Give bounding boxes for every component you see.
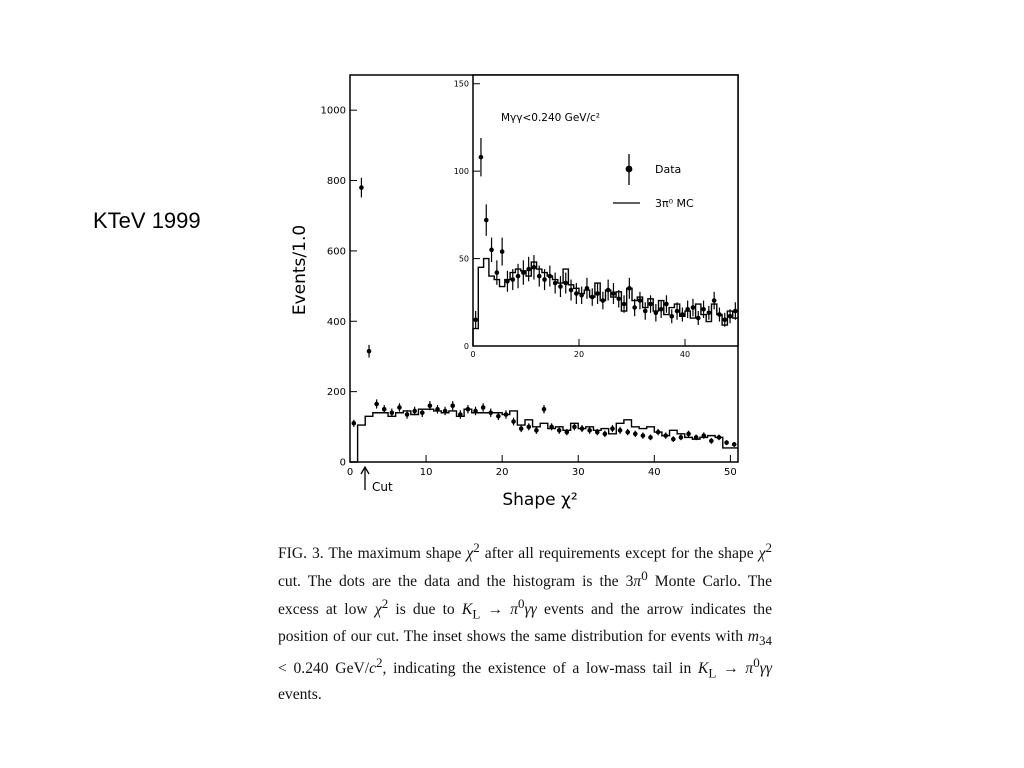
main-data-point (390, 410, 395, 415)
main-data-point (526, 425, 531, 430)
main-data-point (595, 430, 600, 435)
inset-x-tick-label: 20 (573, 350, 585, 359)
inset-data-point (616, 296, 621, 301)
inset-data-point (516, 274, 521, 279)
inset-data-point (611, 291, 616, 296)
inset-data-point (669, 314, 674, 319)
main-data-point (580, 426, 585, 431)
inset-data-point (622, 302, 627, 307)
main-data-point (352, 421, 357, 426)
main-x-tick-label: 20 (495, 467, 509, 478)
main-y-tick-label: 1000 (320, 105, 346, 117)
main-data-point (496, 414, 501, 419)
main-data-point (656, 430, 661, 435)
main-data-point (557, 428, 562, 433)
main-data-point (648, 435, 653, 440)
main-x-tick-label: 40 (647, 467, 661, 478)
main-data-point (679, 435, 684, 440)
inset-data-point (606, 288, 611, 293)
main-data-point (694, 435, 699, 440)
inset-data-point (526, 267, 531, 272)
inset-y-tick-label: 100 (453, 166, 469, 176)
inset-data-point (505, 279, 510, 284)
main-data-point (671, 437, 676, 442)
inset-data-point (548, 274, 553, 279)
main-data-point (428, 403, 433, 408)
inset-title: Mγγ<0.240 GeV/c² (501, 112, 600, 124)
main-data-point (450, 403, 455, 408)
main-x-tick-label: 10 (419, 467, 433, 478)
inset-data-point (479, 155, 484, 160)
inset-data-point (717, 312, 722, 317)
main-y-tick-label: 200 (326, 387, 346, 399)
inset-x-tick-label: 0 (470, 350, 476, 359)
main-data-point (618, 428, 623, 433)
main-data-point (565, 430, 570, 435)
inset-data-point (558, 284, 563, 289)
main-data-point (663, 433, 668, 438)
main-y-axis-label: Events/1.0 (290, 224, 310, 316)
inset-data-point (643, 309, 648, 314)
main-data-point (511, 419, 516, 424)
inset-data-point (553, 281, 558, 286)
main-data-point (488, 410, 493, 415)
main-data-point (549, 425, 554, 430)
cut-arrow-icon (361, 467, 369, 490)
main-data-point (397, 405, 402, 410)
inset-data-point (585, 286, 590, 291)
inset-data-point (537, 274, 542, 279)
main-y-tick-label: 0 (339, 457, 346, 469)
inset-data-point (675, 309, 680, 314)
main-data-point (481, 405, 486, 410)
main-data-point (412, 409, 417, 414)
inset-data-point (685, 307, 690, 312)
inset-data-point (489, 248, 494, 253)
main-data-point (382, 407, 387, 412)
inset-data-point (590, 295, 595, 300)
inset-data-point (701, 307, 706, 312)
main-data-point (420, 410, 425, 415)
inset-data-point (680, 312, 685, 317)
main-data-point (504, 412, 509, 417)
inset-data-point (484, 218, 489, 223)
inset-data-point (495, 270, 500, 275)
main-data-point (717, 435, 722, 440)
inset-data-point (595, 291, 600, 296)
inset-data-point (510, 277, 515, 282)
main-data-point (542, 407, 547, 412)
inset-data-point (696, 316, 701, 321)
inset-data-point (532, 265, 537, 270)
main-data-point (610, 426, 615, 431)
main-data-point (374, 402, 379, 407)
main-data-point (519, 426, 524, 431)
main-y-tick-label: 600 (326, 246, 346, 258)
main-data-point (435, 407, 440, 412)
legend-data-label: Data (655, 163, 682, 176)
inset-data-point (542, 277, 547, 282)
main-data-point (701, 433, 706, 438)
inset-data-point (627, 286, 632, 291)
inset-data-point (722, 317, 727, 322)
main-data-point (572, 425, 577, 430)
inset-data-point (563, 281, 568, 286)
inset-data-point (691, 305, 696, 310)
inset-y-tick-label: 0 (463, 341, 469, 351)
main-data-point (587, 428, 592, 433)
inset-y-tick-label: 50 (458, 254, 469, 264)
main-data-point (458, 412, 463, 417)
main-data-point (443, 409, 448, 414)
main-data-point (405, 412, 410, 417)
inset-data-point (473, 317, 478, 322)
main-x-tick-label: 50 (724, 467, 737, 478)
inset-data-point (601, 298, 606, 303)
main-data-point (686, 432, 691, 437)
main-x-axis-label: Shape χ² (502, 490, 578, 510)
inset-data-point (664, 302, 669, 307)
inset-data-point (638, 298, 643, 303)
figure-caption: FIG. 3. The maximum shape $\chi^2$ after all requirements except for the shape $\chi^2$ cut. The dots are the data and the histogram is the $3\pi^0$ Monte Carlo. The excess at low $\chi^2$ is due to $K_L \to \pi^0\gamma\gamma$ events and the arrow indicates the position of our cut. The inset shows the same distribution for events with $m_{34} < 0.240$ GeV/$c^2$, indicating the existence of a low-mass tail in $K_L \to \pi^0\gamma\gamma$ events. (278, 540, 773, 704)
inset-data-point (574, 291, 579, 296)
inset-data-point (569, 288, 574, 293)
main-data-point (732, 442, 737, 447)
inset-x-tick-label: 40 (679, 350, 691, 359)
main-data-point (641, 433, 646, 438)
main-data-point (625, 430, 630, 435)
main-data-point (534, 428, 539, 433)
main-x-tick-label: 30 (571, 467, 585, 478)
main-data-point (724, 440, 729, 445)
inset-data-point (728, 314, 733, 319)
main-data-point (473, 409, 478, 414)
inset-data-point (659, 307, 664, 312)
main-y-tick-label: 800 (326, 176, 346, 188)
main-x-tick-label: 0 (346, 467, 354, 478)
inset-data-point (632, 305, 637, 310)
main-data-point (466, 407, 471, 412)
main-data-point (633, 432, 638, 437)
main-data-point (359, 185, 364, 190)
inset-data-point (521, 270, 526, 275)
inset-data-point (500, 249, 505, 254)
inset-data-point (712, 298, 717, 303)
legend-mc-label: 3π⁰ MC (655, 197, 694, 210)
main-data-point (709, 439, 714, 444)
cut-annotation: Cut (372, 480, 393, 494)
main-y-tick-label: 400 (326, 316, 346, 328)
inset-data-point (579, 293, 584, 298)
inset-data-point (707, 310, 712, 315)
inset-data-point (733, 309, 738, 314)
main-data-point (603, 432, 608, 437)
inset-y-tick-label: 150 (453, 79, 469, 89)
inset-data-point (648, 302, 653, 307)
slide-label: KTeV 1999 (93, 208, 201, 233)
inset-data-point (654, 310, 659, 315)
main-data-point (367, 349, 372, 354)
